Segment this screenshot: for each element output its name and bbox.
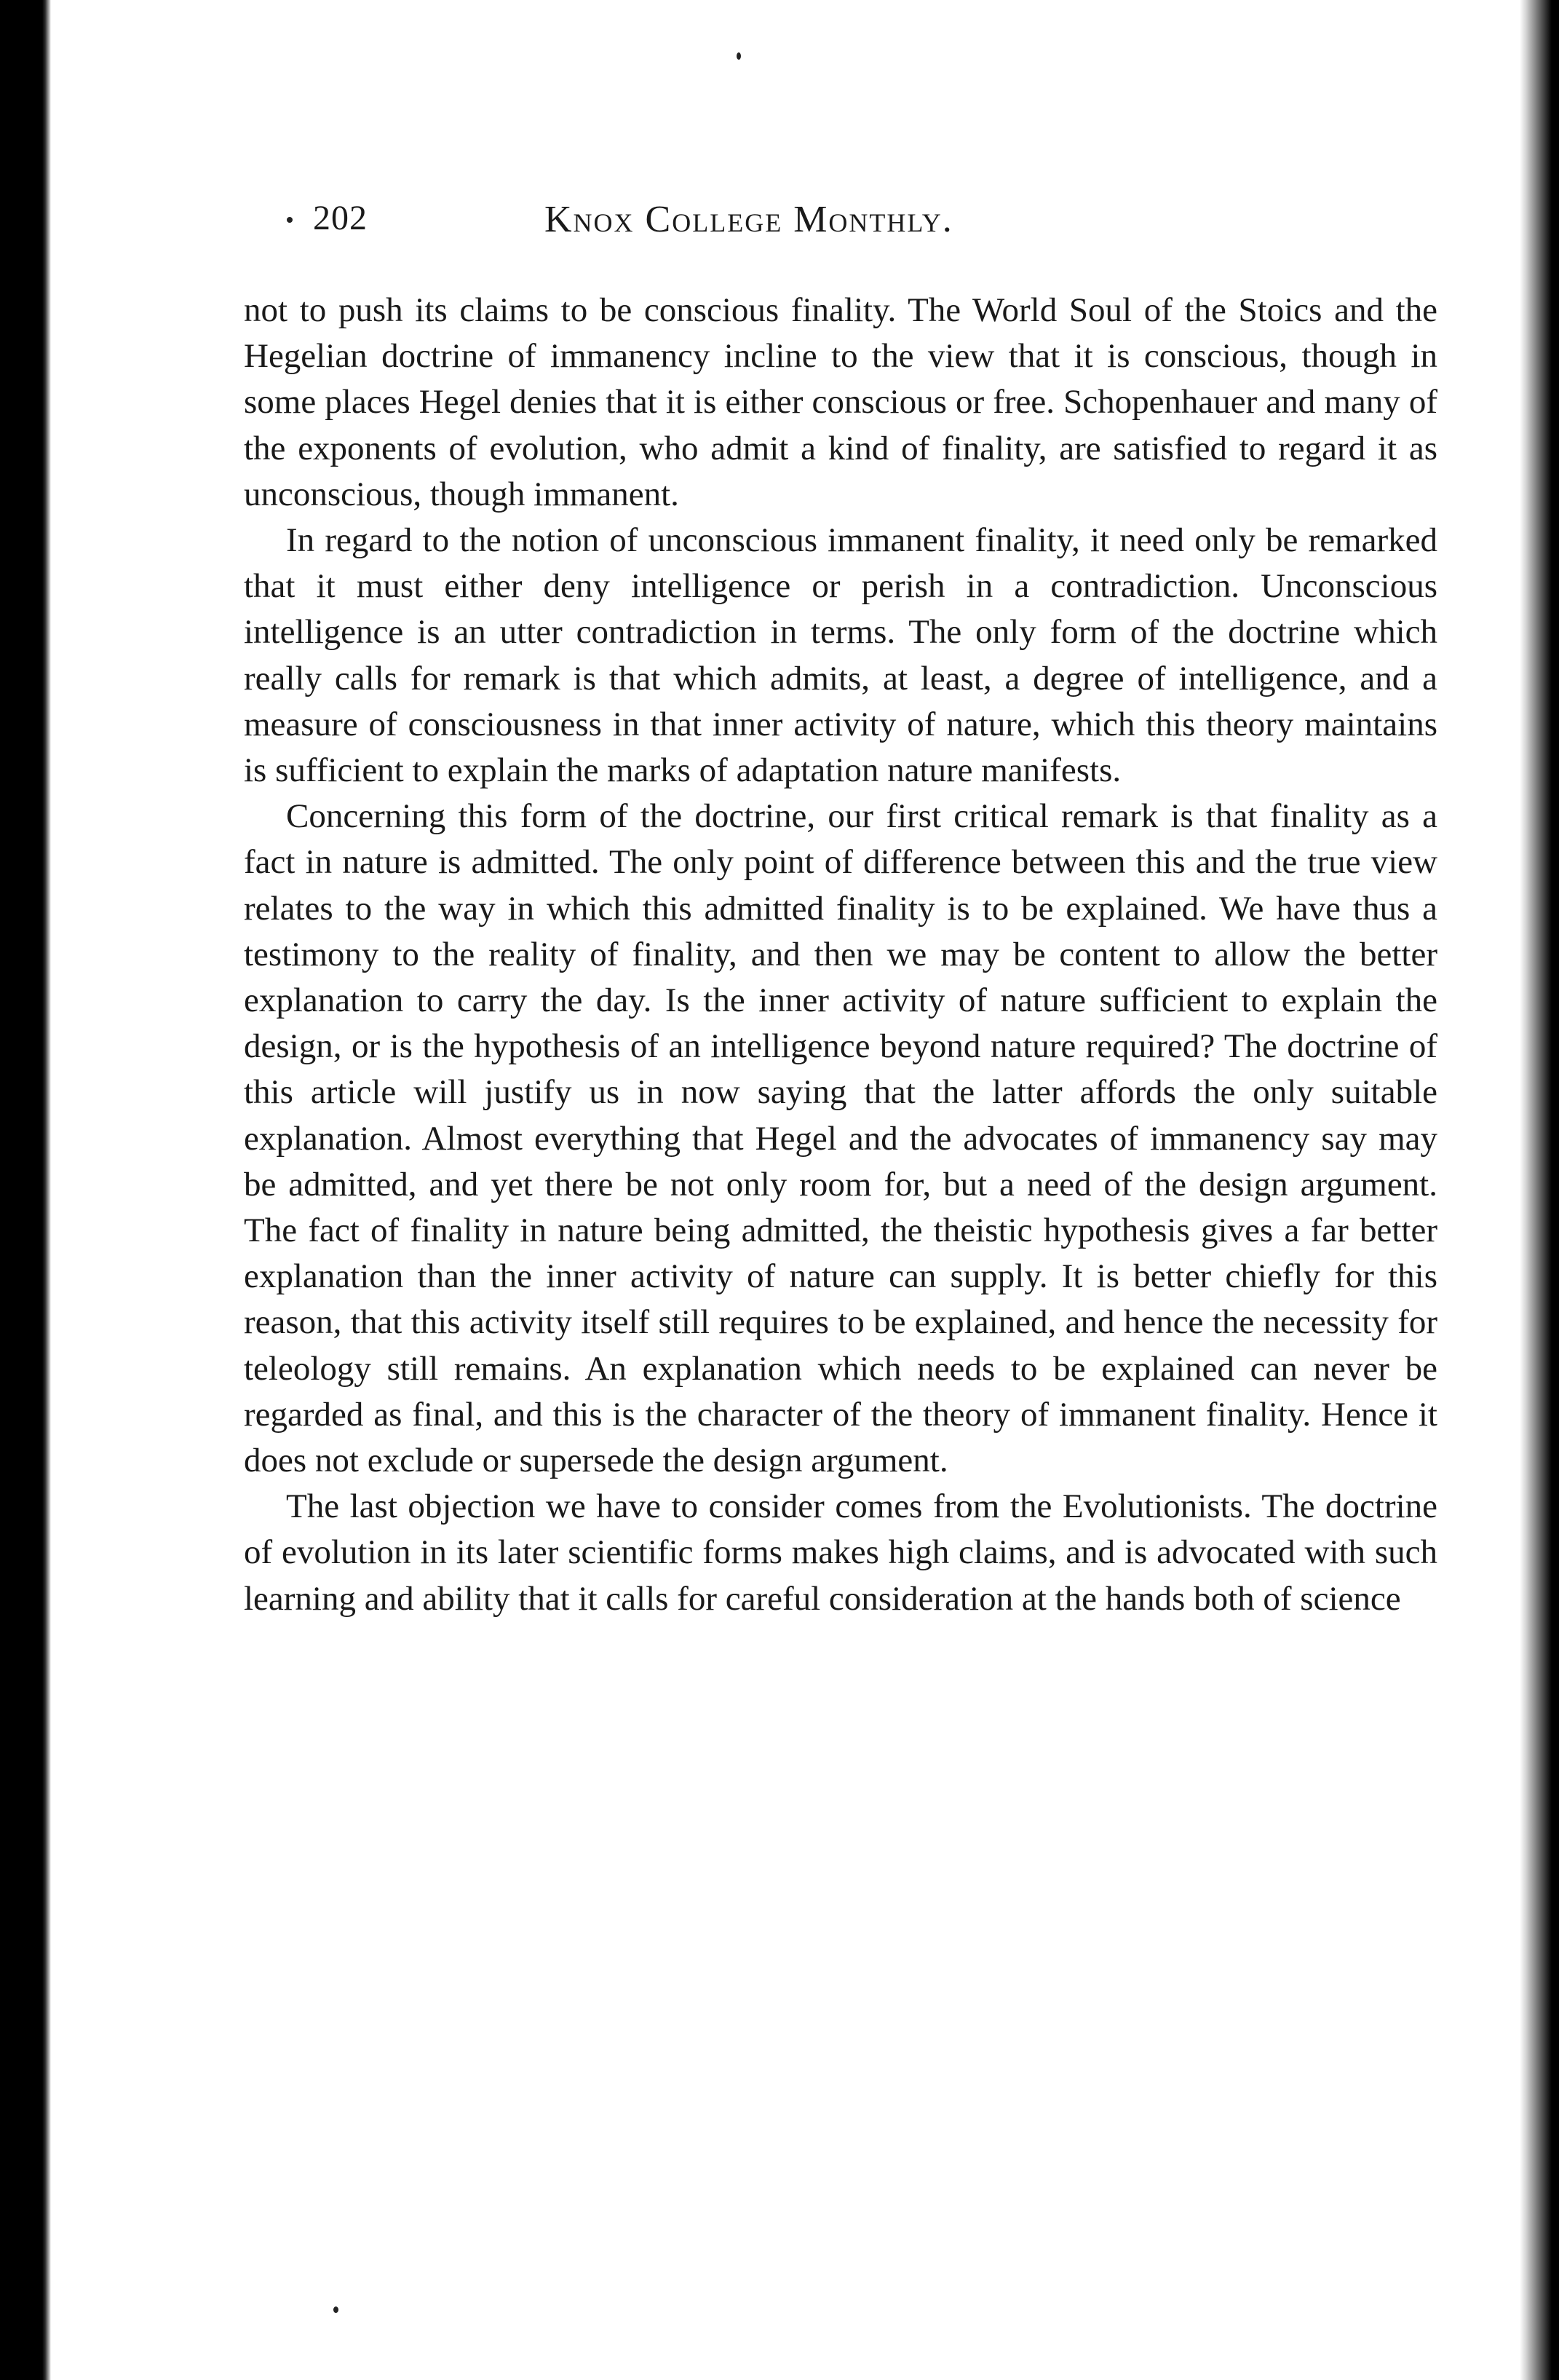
paragraph-unconscious-finality: In regard to the notion of unconscious immanent finality, it need only be remarked that it must either deny intelligence or perish in a contradiction. Unconscious intelligence is an utter contradiction in terms. The only form of the doctrine which really calls for remark is that which admits, at least, a degree of intelligence, and a measure of consciousness in that inner activity of nature, which this theory maintains is sufficient to explain the marks of adaptation nature manifests. (244, 521, 1437, 790)
scan-edge-left (0, 0, 51, 2380)
scan-speck (287, 217, 293, 223)
scan-speck (737, 52, 741, 60)
scan-edge-right (1520, 0, 1559, 2380)
journal-title: Knox College Monthly. (544, 199, 953, 240)
paragraph-evolutionists-objection: The last objection we have to consider comes from the Evolutionists. The doctrine of evolution in its later scientific forms makes high claims, and is advocated with such learning and ability that it calls for careful consideration at the hands both of science (244, 1487, 1437, 1618)
paragraph-continuation: not to push its claims to be conscious finality. The World Soul of the Stoics and the Hegelian doctrine of immanency incline to the view that it is conscious, though in some places Hegel denies that it is either conscious or free. Schopenhauer and many of the exponents of evolution, who admit a kind of finality, are satisfied to regard it as unconscious, though immanent. (244, 291, 1437, 513)
page-number: 202 (313, 199, 368, 237)
running-head (313, 198, 1499, 256)
scan-speck (333, 2306, 338, 2313)
paragraph-immanent-finality-critique: Concerning this form of the doctrine, our first critical remark is that finality as a fact in nature is admitted. The only point of difference between this and the true view relates to the way in which this admitted finality is to be explained. We have thus a testimony to the reality of finality, and then we may be content to allow the better explanation to carry the day. Is the inner activity of nature sufficient to explain the design, or is the hypothesis of an intelligence beyond nature required? The doctrine of this article will justify us in now saying that the latter affords the only suitable explanation. Almost everything that Hegel and the advocates of immanency say may be admitted, and yet there be not only room for, but a need of the design argument. The fact of finality in nature being admitted, the theistic hypothesis gives a far better explanation than the inner activity of nature can supply. It is better chiefly for this reason, that this activity itself still requires to be explained, and hence the necessity for teleology still remains. An explanation which needs to be explained can never be regarded as final, and this is the character of the theory of immanent finality. Hence it does not exclude or supersede the design argument. (244, 797, 1437, 1480)
page-text (244, 288, 1437, 1622)
